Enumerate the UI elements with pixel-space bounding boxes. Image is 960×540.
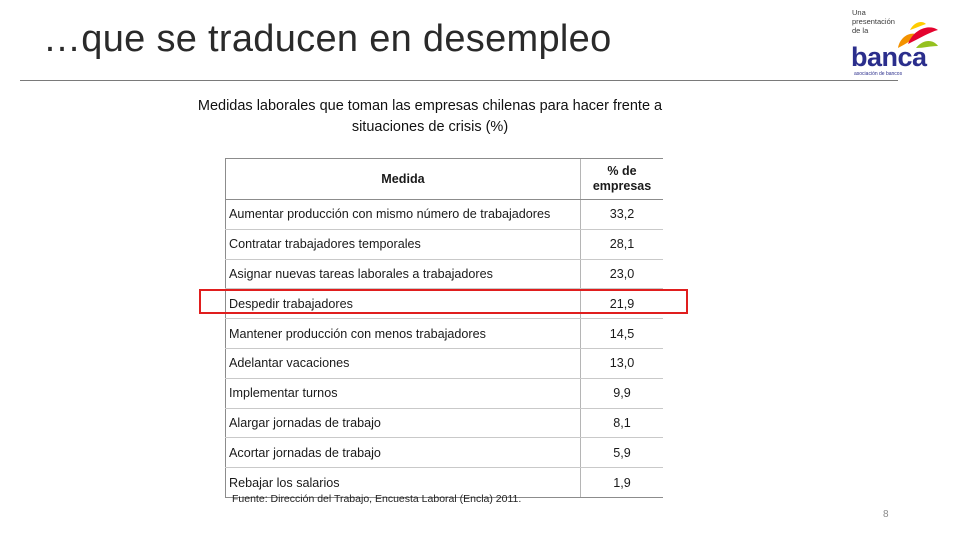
- title-divider: [20, 80, 898, 81]
- table-row: [226, 229, 664, 259]
- column-header-percent: % de empresas: [581, 159, 664, 200]
- measure-cell: Rebajar los salarios: [226, 468, 581, 498]
- column-header-measure: Medida: [226, 159, 581, 200]
- percent-cell: 8,1: [581, 408, 664, 438]
- measure-cell: Acortar jornadas de trabajo: [226, 438, 581, 468]
- slide-title: …que se traducen en desempleo: [43, 18, 612, 60]
- percent-cell: 21,9: [581, 289, 664, 319]
- table-title: Medidas laborales que toman las empresas chilenas para hacer frente a situaciones de crisis (%): [197, 98, 663, 135]
- table-row: [226, 408, 664, 438]
- measure-cell: Contratar trabajadores temporales: [226, 229, 581, 259]
- table-row: [226, 438, 664, 468]
- measure-cell: Aumentar producción con mismo número de trabajadores: [226, 200, 581, 230]
- measure-cell: Mantener producción con menos trabajadores: [226, 319, 581, 349]
- measure-cell: Implementar turnos: [226, 378, 581, 408]
- percent-cell: 9,9: [581, 378, 664, 408]
- table-header-row: [226, 159, 664, 200]
- percent-cell: 1,9: [581, 468, 664, 498]
- table-row: [226, 200, 664, 230]
- table-row: [226, 319, 664, 349]
- highlight-box: [199, 289, 688, 314]
- source-note: Fuente: Dirección del Trabajo, Encuesta Laboral (Encla) 2011.: [232, 493, 522, 505]
- banca-logo: [848, 8, 940, 80]
- table-row: [226, 259, 664, 289]
- percent-cell: 33,2: [581, 200, 664, 230]
- table-row: [226, 348, 664, 378]
- logo-wordmark: banca: [851, 42, 927, 72]
- measure-cell: Despedir trabajadores: [226, 289, 581, 319]
- percent-cell: 14,5: [581, 319, 664, 349]
- logo-tagline: Una presentación de la: [852, 8, 895, 35]
- measures-table: [225, 158, 663, 498]
- percent-cell: 5,9: [581, 438, 664, 468]
- table-body: [226, 200, 664, 498]
- percent-cell: 28,1: [581, 229, 664, 259]
- table-row: [226, 378, 664, 408]
- page-number: 8: [883, 509, 889, 520]
- measure-cell: Adelantar vacaciones: [226, 348, 581, 378]
- measure-cell: Alargar jornadas de trabajo: [226, 408, 581, 438]
- percent-cell: 23,0: [581, 259, 664, 289]
- logo-subtitle: asociación de bancos: [854, 71, 903, 77]
- measure-cell: Asignar nuevas tareas laborales a trabajadores: [226, 259, 581, 289]
- percent-cell: 13,0: [581, 348, 664, 378]
